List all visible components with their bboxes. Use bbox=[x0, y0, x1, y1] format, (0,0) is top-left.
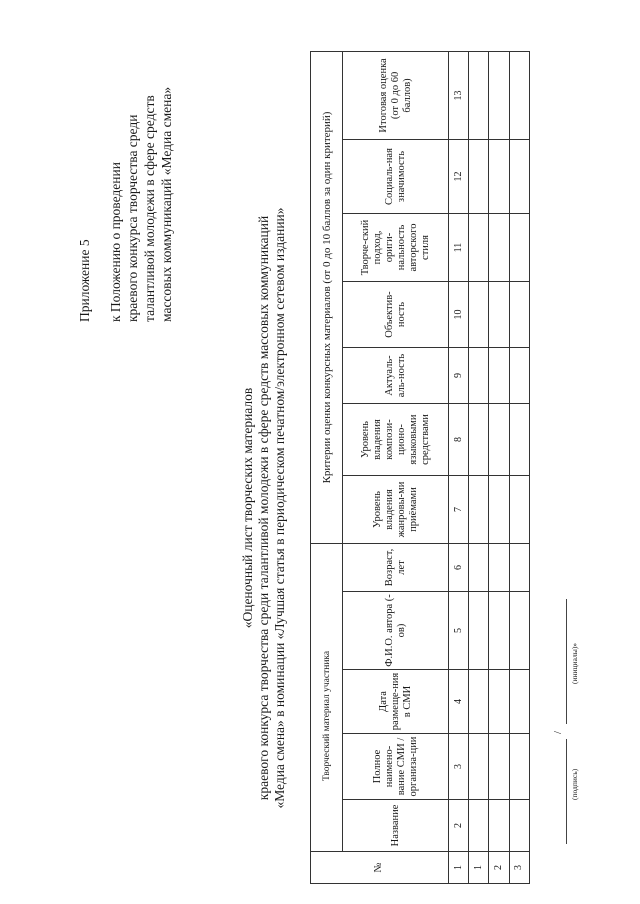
column-number: 3 bbox=[448, 734, 468, 800]
table-cell[interactable] bbox=[469, 544, 489, 592]
column-number: 2 bbox=[448, 800, 468, 852]
table-cell[interactable] bbox=[469, 734, 489, 800]
table-cell[interactable] bbox=[509, 800, 529, 852]
table-cell[interactable] bbox=[489, 282, 509, 348]
column-header: Полное наимено-вание СМИ / организа-ции bbox=[343, 734, 448, 800]
row-number: 2 bbox=[489, 852, 509, 884]
table-cell[interactable] bbox=[469, 282, 489, 348]
appendix-heading bbox=[76, 22, 175, 322]
column-number: 8 bbox=[448, 404, 468, 476]
column-number: 5 bbox=[448, 592, 468, 670]
column-number: 6 bbox=[448, 544, 468, 592]
table-cell[interactable] bbox=[509, 282, 529, 348]
table-cell[interactable] bbox=[469, 670, 489, 734]
table-cell[interactable] bbox=[489, 51, 509, 139]
column-number: 4 bbox=[448, 670, 468, 734]
table-cell[interactable] bbox=[489, 348, 509, 404]
evaluation-table bbox=[310, 51, 530, 884]
column-header: Творче-ский подход, ориги-нальность авторского стиля bbox=[343, 214, 448, 282]
column-header: Итоговая оценка (от 0 до 60 баллов) bbox=[343, 51, 448, 139]
table-cell[interactable] bbox=[509, 734, 529, 800]
table-cell[interactable] bbox=[489, 670, 509, 734]
table-cell[interactable] bbox=[469, 404, 489, 476]
title-line-2: краевого конкурса творчества среди талантливой молодежи в сфере средств массовых коммуникаций bbox=[256, 215, 271, 801]
column-header: Ф.И.О. автора (-ов) bbox=[343, 592, 448, 670]
table-row bbox=[509, 51, 529, 883]
column-header: Объектив-ность bbox=[343, 282, 448, 348]
table-cell[interactable] bbox=[509, 670, 529, 734]
table-cell[interactable] bbox=[469, 592, 489, 670]
column-number: 7 bbox=[448, 476, 468, 544]
column-number: 13 bbox=[448, 51, 468, 139]
table-cell[interactable] bbox=[469, 800, 489, 852]
column-header: Социаль-ная значимость bbox=[343, 140, 448, 214]
title-line-3: «Медиа смена» в номинации «Лучшая статья в периодическом печатном/электронном сетевом издании» bbox=[272, 207, 287, 809]
table-cell[interactable] bbox=[469, 140, 489, 214]
column-header: Уровень владения компози-ционо-языковыми средствами bbox=[343, 404, 448, 476]
column-number: 1 bbox=[448, 852, 468, 884]
signature-separator: / bbox=[552, 730, 564, 734]
column-number: 11 bbox=[448, 214, 468, 282]
table-cell[interactable] bbox=[469, 214, 489, 282]
table-cell[interactable] bbox=[509, 214, 529, 282]
table-cell[interactable] bbox=[509, 348, 529, 404]
initials-line[interactable] bbox=[552, 599, 567, 724]
column-header: Возраст, лет bbox=[343, 544, 448, 592]
signature-line[interactable] bbox=[552, 739, 567, 844]
title-line-1: «Оценочный лист творческих материалов bbox=[240, 387, 255, 629]
group-header-row bbox=[311, 51, 343, 883]
table-cell[interactable] bbox=[509, 592, 529, 670]
table-cell[interactable] bbox=[509, 404, 529, 476]
table-cell[interactable] bbox=[469, 476, 489, 544]
table-cell[interactable] bbox=[489, 476, 509, 544]
appendix-number: Приложение 5 bbox=[77, 239, 92, 322]
document-title bbox=[240, 188, 288, 828]
column-header: Дата размеще-ния в СМИ bbox=[343, 670, 448, 734]
table-cell[interactable] bbox=[489, 544, 509, 592]
table-cell[interactable] bbox=[469, 51, 489, 139]
column-header-row bbox=[343, 51, 448, 883]
initials-caption: (инициалы)» bbox=[570, 643, 579, 684]
column-number: 9 bbox=[448, 348, 468, 404]
table-cell[interactable] bbox=[489, 800, 509, 852]
table-cell[interactable] bbox=[489, 404, 509, 476]
table-cell[interactable] bbox=[509, 544, 529, 592]
row-number: 3 bbox=[509, 852, 529, 884]
table-row bbox=[489, 51, 509, 883]
table-cell[interactable] bbox=[469, 348, 489, 404]
column-number: 12 bbox=[448, 140, 468, 214]
table-cell[interactable] bbox=[509, 51, 529, 139]
column-number-row bbox=[448, 51, 468, 883]
column-number: 10 bbox=[448, 282, 468, 348]
table-cell[interactable] bbox=[489, 734, 509, 800]
table-row bbox=[469, 51, 489, 883]
material-group-header: Творческий материал участника bbox=[311, 544, 343, 852]
column-header: Актуаль-аль-ность bbox=[343, 348, 448, 404]
table-cell[interactable] bbox=[509, 476, 529, 544]
table-cell[interactable] bbox=[489, 592, 509, 670]
table-cell[interactable] bbox=[489, 214, 509, 282]
row-number: 1 bbox=[469, 852, 489, 884]
criteria-group-header: Критерии оценки конкурсных материалов (от 0 до 10 баллов за один критерий) bbox=[311, 51, 343, 543]
column-header: Уровень владения жанровы-ми приёмами bbox=[343, 476, 448, 544]
table-cell[interactable] bbox=[489, 140, 509, 214]
appendix-reference: к Положению о проведении краевого конкурса творчества среди талантливой молодежи в сфере средств массовых коммуникаций «Медиа смена» bbox=[108, 86, 174, 322]
table-cell[interactable] bbox=[509, 140, 529, 214]
number-header: № bbox=[311, 852, 449, 884]
signature-caption: (подпись) bbox=[570, 768, 579, 800]
column-header: Название bbox=[343, 800, 448, 852]
